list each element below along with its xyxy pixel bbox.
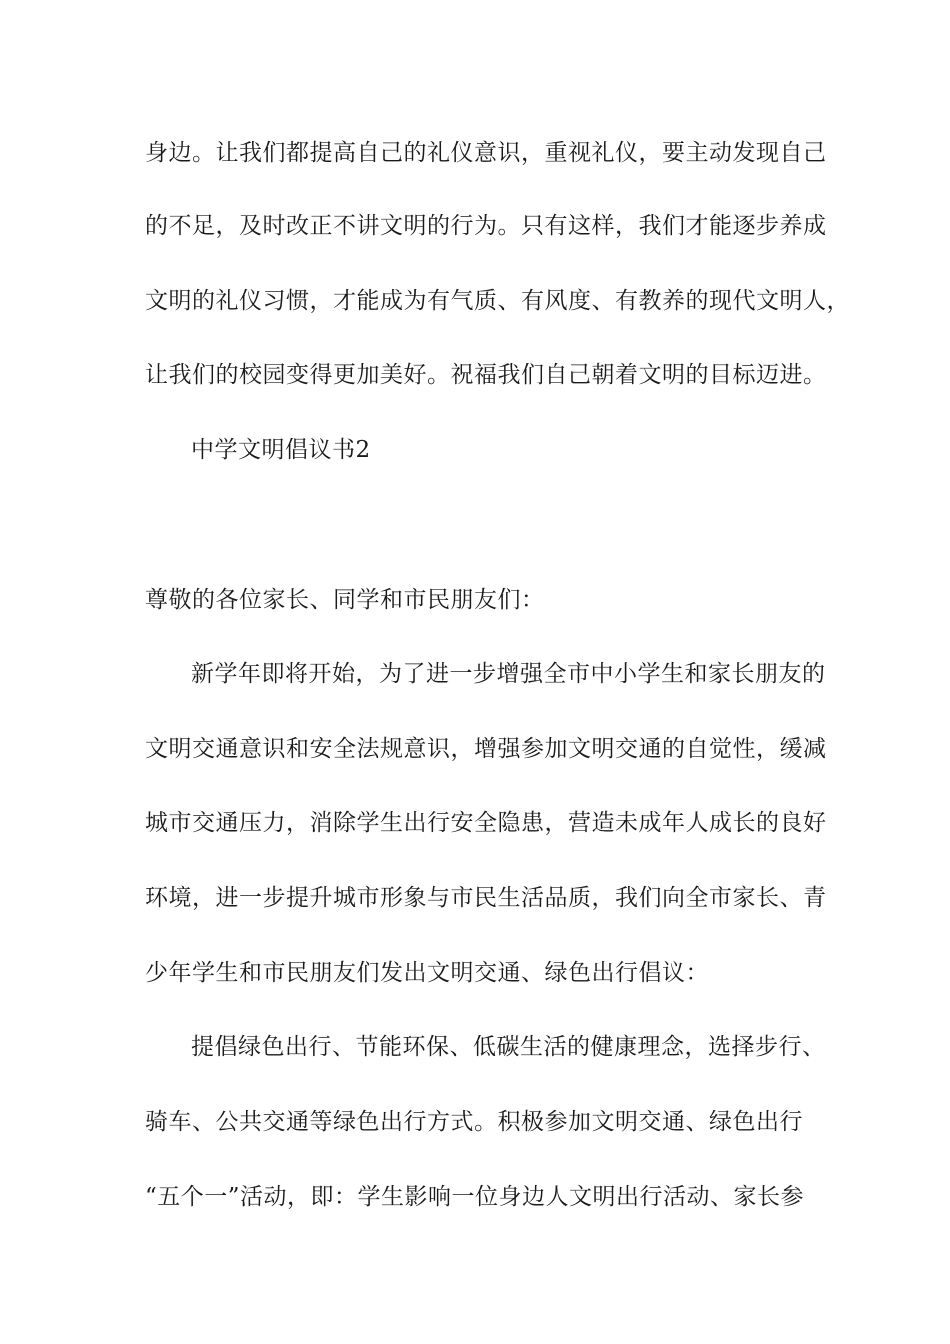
paragraph-line: 环境，进一步提升城市形象与市民生活品质，我们向全市家长、青 xyxy=(145,885,827,911)
section-heading: 中学文明倡议书2 xyxy=(191,437,371,463)
paragraph-line: 文明的礼仪习惯，才能成为有气质、有风度、有教养的现代文明人， xyxy=(145,288,850,314)
salutation: 尊敬的各位家长、同学和市民朋友们： xyxy=(145,587,545,613)
paragraph-line: “五个一”活动，即：学生影响一位身边人文明出行活动、家长参 xyxy=(145,1184,805,1210)
paragraph-line: 骑车、公共交通等绿色出行方式。积极参加文明交通、绿色出行 xyxy=(145,1109,803,1135)
paragraph-line: 少年学生和市民朋友们发出文明交通、绿色出行倡议： xyxy=(145,960,709,986)
paragraph-line: 城市交通压力，消除学生出行安全隐患，营造未成年人成长的良好 xyxy=(145,810,827,836)
paragraph-line: 身边。让我们都提高自己的礼仪意识，重视礼仪，要主动发现自己 xyxy=(145,140,827,166)
paragraph-line: 的不足，及时改正不讲文明的行为。只有这样，我们才能逐步养成 xyxy=(145,213,827,239)
paragraph-line: 让我们的校园变得更加美好。祝福我们自己朝着文明的目标迈进。 xyxy=(145,362,827,388)
paragraph-line: 文明交通意识和安全法规意识，增强参加文明交通的自觉性，缓减 xyxy=(145,736,827,762)
paragraph-line: 新学年即将开始，为了进一步增强全市中小学生和家长朋友的 xyxy=(191,661,826,687)
paragraph-line: 提倡绿色出行、节能环保、低碳生活的健康理念，选择步行、 xyxy=(191,1034,826,1060)
